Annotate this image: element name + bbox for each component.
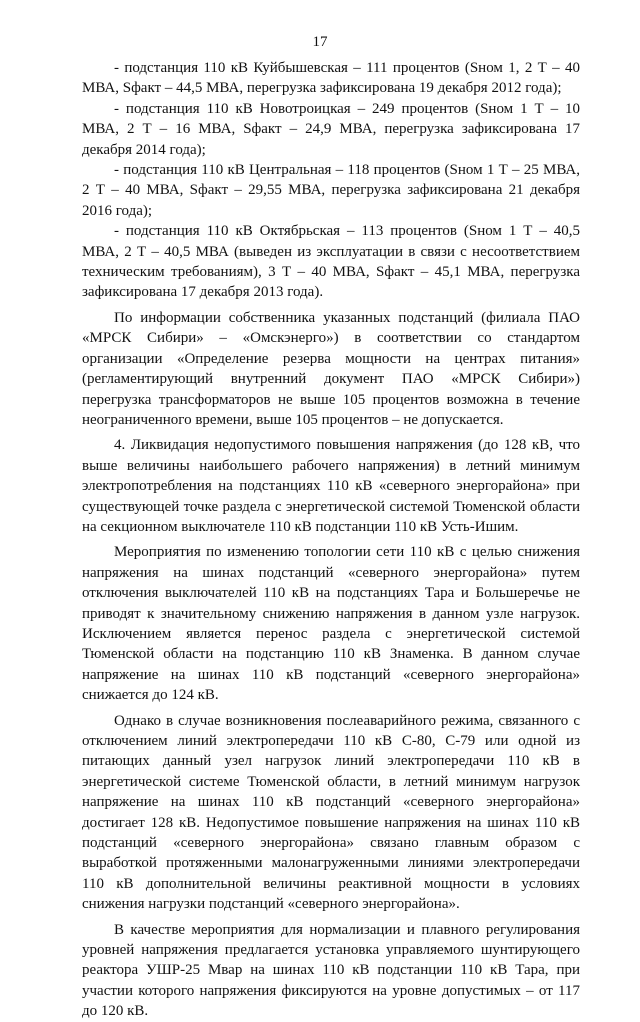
paragraph-topology-measures: Мероприятия по изменению топологии сети 110 кВ с целью снижения напряжения на шинах подстанций «северного энергорайона» путем отключения выключателей 110 кВ на подстанциях Тара и Большеречье не приводят к значительному снижению напряжения в данном узле нагрузок. Исключением является перенос раздела с энергетической системой Тюменской области на подстанцию 110 кВ Знаменка. В данном случае напряжение на шинах 110 кВ подстанций «северного энергорайона» снижается до 124 кВ. (82, 544, 580, 704)
document-body (82, 58, 580, 1022)
paragraph-substation-tsentralnaya: - подстанция 110 кВ Центральная – 118 процентов (Sном 1 Т – 25 МВА, 2 Т – 40 МВА, Sфакт – 29,55 МВА, перегрузка зафиксирована 21 декабря 2016 года); (82, 162, 580, 219)
paragraph-substation-novotroitskaya: - подстанция 110 кВ Новотроицкая – 249 процентов (Sном 1 Т – 10 МВА, 2 Т – 16 МВА, Sфакт – 24,9 МВА, перегрузка зафиксирована 17 декабря 2014 года); (82, 100, 580, 158)
paragraph-post-emergency: Однако в случае возникновения послеаварийного режима, связанного с отключением линий электропередачи 110 кВ С-80, С-79 или одной из питающих данный узел нагрузок линий электропередачи 110 кВ в энергетической системе Тюменской области, в летний минимум нагрузок напряжение на шинах 110 кВ подстанций «северного энергорайона» достигает 128 кВ. Недопустимое повышение напряжения на шинах 110 кВ подстанций «северного энергорайона» связано главным образом с выработкой протяженными малонагруженными линиями электропередачи 110 кВ дополнительной величины реактивной мощности в условиях снижения нагрузки подстанций «северного энергорайона». (82, 712, 580, 913)
page-number: 17 (312, 34, 328, 50)
paragraph-substation-oktyabrskaya: - подстанция 110 кВ Октябрьская – 113 процентов (Sном 1 Т – 40,5 МВА, 2 Т – 40,5 МВА (выведен из эксплуатации в связи с несоответствием техническим требованиям), 3 Т – 40 МВА, Sфакт – 45,1 МВА, перегрузка зафиксирована 17 декабря 2013 года). (82, 223, 580, 301)
paragraph-substation-kuibyshevskaya: - подстанция 110 кВ Куйбышевская – 111 процентов (Sном 1, 2 Т – 40 МВА, Sфакт – 44,5 МВА, перегрузка зафиксирована 19 декабря 2012 года); (82, 60, 580, 97)
paragraph-reactor-proposal: В качестве мероприятия для нормализации и плавного регулирования уровней напряжения предлагается установка управляемого шунтирующего реактора УШР-25 Мвар на шинах 110 кВ подстанции 110 кВ Тара, при участии которого напряжения фиксируются на уровне допустимых – от 117 до 120 кВ. (82, 921, 580, 1020)
paragraph-owner-info: По информации собственника указанных подстанций (филиала ПАО «МРСК Сибири» – «Омскэнерго») в соответствии со стандартом организации «Определение резерва мощности на центрах питания» (регламентирующий внутренний документ ПАО «МРСК Сибири») перегрузка трансформаторов не выше 105 процентов возможна в течение неограниченного времени, выше 105 процентов – не допускается. (82, 309, 580, 428)
paragraph-item-4: 4. Ликвидация недопустимого повышения напряжения (до 128 кВ, что выше величины наибольшего рабочего напряжения) в летний минимум электропотребления на подстанциях 110 кВ «северного энергорайона» при существующей точке раздела с энергетической системой Тюменской области на секционном выключателе 110 кВ подстанции 110 кВ Усть-Ишим. (82, 437, 580, 535)
